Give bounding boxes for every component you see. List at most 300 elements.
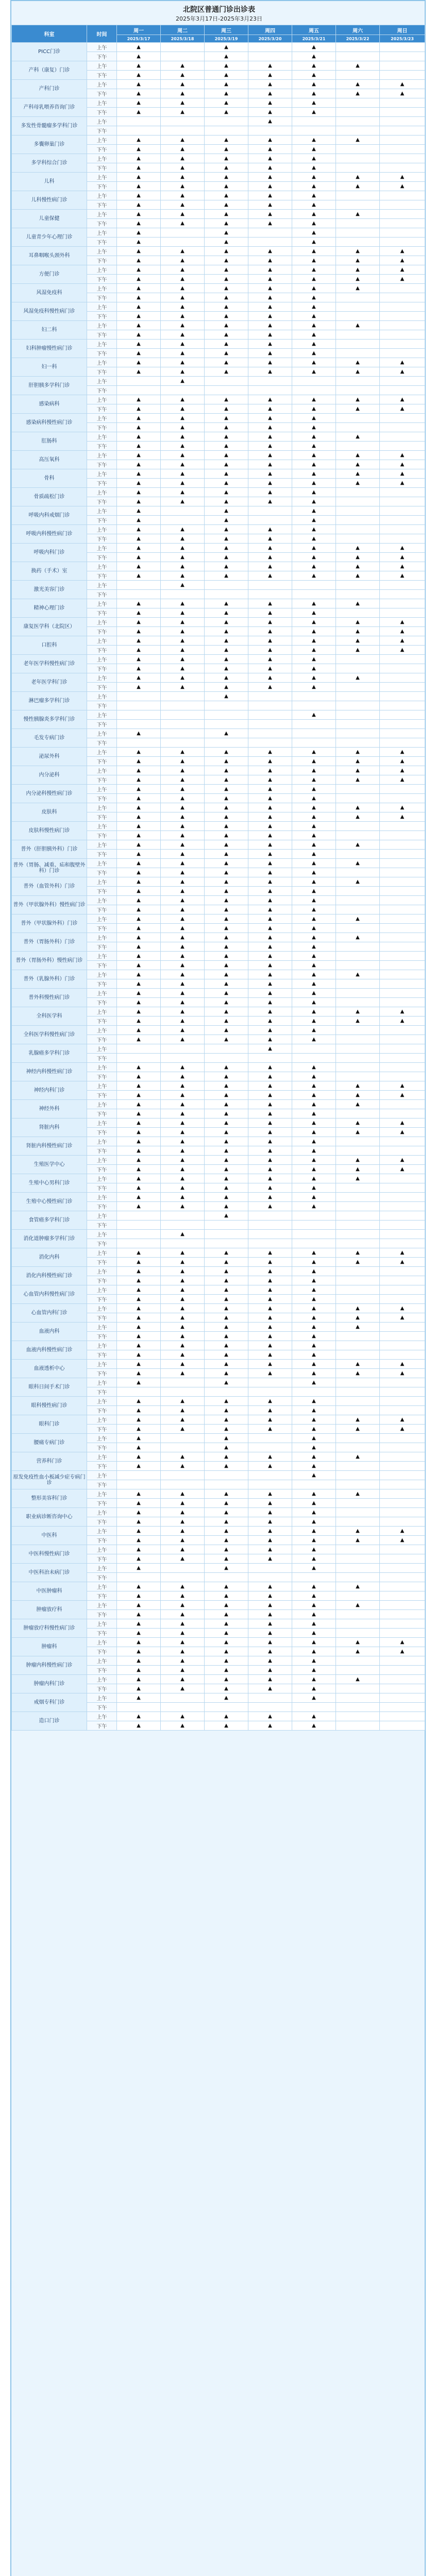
schedule-cell	[336, 646, 380, 655]
open-marker-icon: ▲	[400, 174, 405, 180]
schedule-cell	[205, 154, 248, 163]
schedule-cell	[336, 1582, 380, 1591]
open-marker-icon: ▲	[268, 1602, 272, 1608]
department-name: 康复医学科（北院区）	[12, 618, 87, 636]
time-slot-am: 上午	[87, 1248, 117, 1258]
open-marker-icon: ▲	[180, 610, 185, 616]
open-marker-icon: ▲	[137, 313, 141, 319]
open-marker-icon: ▲	[224, 1204, 228, 1209]
time-slot-am: 上午	[87, 896, 117, 905]
schedule-cell	[248, 1221, 292, 1230]
open-marker-icon: ▲	[312, 332, 316, 337]
schedule-cell	[205, 840, 248, 850]
schedule-cell	[117, 1554, 161, 1564]
schedule-cell	[248, 720, 292, 729]
department-name: 戒烟专科门诊	[12, 1693, 87, 1712]
schedule-cell	[336, 145, 380, 154]
time-slot-am: 上午	[87, 173, 117, 182]
schedule-cell	[336, 43, 380, 52]
open-marker-icon: ▲	[137, 1500, 141, 1506]
open-marker-icon: ▲	[180, 554, 185, 560]
time-slot-pm: 下午	[87, 1480, 117, 1489]
open-marker-icon: ▲	[224, 341, 228, 347]
time-slot-pm: 下午	[87, 979, 117, 989]
open-marker-icon: ▲	[312, 1139, 316, 1144]
schedule-cell	[292, 1118, 336, 1128]
schedule-cell	[248, 302, 292, 312]
open-marker-icon: ▲	[268, 1528, 272, 1534]
schedule-cell	[248, 1035, 292, 1044]
schedule-cell	[336, 432, 380, 442]
schedule-cell	[380, 1165, 425, 1174]
time-slot-pm: 下午	[87, 1054, 117, 1063]
schedule-cell	[161, 1656, 205, 1666]
schedule-cell	[248, 89, 292, 98]
schedule-cell	[205, 1462, 248, 1471]
open-marker-icon: ▲	[312, 647, 316, 653]
schedule-cell	[292, 377, 336, 386]
time-slot-am: 上午	[87, 321, 117, 330]
open-marker-icon: ▲	[180, 1454, 185, 1460]
schedule-cell	[161, 191, 205, 200]
time-slot-pm: 下午	[87, 460, 117, 469]
schedule-cell	[248, 1619, 292, 1629]
schedule-cell	[292, 1323, 336, 1332]
table-row	[12, 1341, 425, 1350]
open-marker-icon: ▲	[268, 1259, 272, 1265]
open-marker-icon: ▲	[356, 1537, 360, 1543]
open-marker-icon: ▲	[224, 953, 228, 959]
time-slot-pm: 下午	[87, 1573, 117, 1582]
open-marker-icon: ▲	[137, 499, 141, 504]
open-marker-icon: ▲	[180, 1259, 185, 1265]
open-marker-icon: ▲	[180, 1148, 185, 1154]
department-name: 生殖中心慢性病门诊	[12, 1193, 87, 1211]
schedule-cell	[205, 1443, 248, 1452]
department-name: 毛发专病门诊	[12, 729, 87, 748]
schedule-cell	[205, 1118, 248, 1128]
schedule-cell	[336, 451, 380, 460]
schedule-cell	[336, 979, 380, 989]
schedule-cell	[292, 1387, 336, 1397]
department-name: 妇一科	[12, 358, 87, 377]
schedule-cell	[248, 1044, 292, 1054]
schedule-cell	[336, 1666, 380, 1675]
schedule-cell	[336, 71, 380, 80]
schedule-cell	[292, 1035, 336, 1044]
schedule-cell	[336, 673, 380, 683]
schedule-cell	[117, 451, 161, 460]
open-marker-icon: ▲	[400, 647, 405, 653]
open-marker-icon: ▲	[224, 193, 228, 198]
schedule-cell	[292, 812, 336, 822]
schedule-cell	[380, 1387, 425, 1397]
schedule-cell	[117, 1610, 161, 1619]
schedule-cell	[336, 1165, 380, 1174]
header-row-days	[12, 25, 425, 35]
open-marker-icon: ▲	[180, 619, 185, 625]
open-marker-icon: ▲	[268, 1064, 272, 1070]
schedule-cell	[161, 1703, 205, 1712]
schedule-cell	[205, 590, 248, 599]
time-slot-am: 上午	[87, 228, 117, 238]
schedule-cell	[292, 757, 336, 766]
schedule-cell	[205, 989, 248, 998]
department-name: 皮肤科慢性病门诊	[12, 822, 87, 840]
schedule-cell	[336, 766, 380, 775]
schedule-cell	[161, 404, 205, 414]
schedule-cell	[161, 831, 205, 840]
schedule-cell	[117, 219, 161, 228]
schedule-cell	[205, 924, 248, 933]
schedule-cell	[248, 340, 292, 349]
open-marker-icon: ▲	[268, 406, 272, 412]
schedule-cell	[248, 905, 292, 914]
open-marker-icon: ▲	[224, 1250, 228, 1256]
schedule-cell	[205, 479, 248, 488]
schedule-cell	[205, 1610, 248, 1619]
table-row	[12, 284, 425, 293]
time-slot-am: 上午	[87, 877, 117, 887]
open-marker-icon: ▲	[268, 916, 272, 922]
open-marker-icon: ▲	[356, 1092, 360, 1098]
schedule-cell	[248, 757, 292, 766]
open-marker-icon: ▲	[400, 814, 405, 820]
department-name: 内分泌科慢性病门诊	[12, 785, 87, 803]
schedule-cell	[161, 1471, 205, 1480]
open-marker-icon: ▲	[312, 805, 316, 810]
time-slot-am: 上午	[87, 1341, 117, 1350]
schedule-cell	[248, 868, 292, 877]
schedule-cell	[292, 1554, 336, 1564]
schedule-cell	[248, 562, 292, 571]
time-slot-am: 上午	[87, 1508, 117, 1517]
open-marker-icon: ▲	[180, 833, 185, 838]
schedule-cell	[336, 1072, 380, 1081]
open-marker-icon: ▲	[224, 1454, 228, 1460]
open-marker-icon: ▲	[180, 1352, 185, 1358]
schedule-cell	[205, 599, 248, 608]
open-marker-icon: ▲	[137, 1306, 141, 1311]
schedule-cell	[205, 386, 248, 395]
schedule-cell	[248, 1564, 292, 1573]
schedule-cell	[117, 1712, 161, 1721]
schedule-cell	[161, 1239, 205, 1248]
schedule-cell	[336, 1536, 380, 1545]
schedule-cell	[117, 330, 161, 340]
time-slot-am: 上午	[87, 599, 117, 608]
schedule-cell	[336, 469, 380, 479]
schedule-cell	[117, 553, 161, 562]
schedule-cell	[380, 442, 425, 451]
schedule-cell	[117, 525, 161, 534]
open-marker-icon: ▲	[224, 1435, 228, 1441]
open-marker-icon: ▲	[137, 304, 141, 310]
schedule-cell	[205, 720, 248, 729]
time-slot-am: 上午	[87, 748, 117, 757]
schedule-cell	[380, 1415, 425, 1425]
schedule-cell	[117, 868, 161, 877]
open-marker-icon: ▲	[224, 248, 228, 254]
schedule-cell	[336, 729, 380, 738]
time-slot-pm: 下午	[87, 1258, 117, 1267]
table-row	[12, 1582, 425, 1591]
open-marker-icon: ▲	[137, 860, 141, 866]
time-slot-am: 上午	[87, 859, 117, 868]
schedule-cell	[161, 655, 205, 664]
time-slot-pm: 下午	[87, 200, 117, 210]
schedule-cell	[248, 1146, 292, 1156]
schedule-cell	[292, 182, 336, 191]
time-slot-am: 上午	[87, 1230, 117, 1239]
open-marker-icon: ▲	[356, 805, 360, 810]
open-marker-icon: ▲	[312, 517, 316, 523]
open-marker-icon: ▲	[268, 554, 272, 560]
schedule-cell	[292, 562, 336, 571]
schedule-cell	[161, 1332, 205, 1341]
open-marker-icon: ▲	[268, 805, 272, 810]
schedule-cell	[161, 126, 205, 135]
open-marker-icon: ▲	[137, 221, 141, 226]
schedule-cell	[205, 1656, 248, 1666]
open-marker-icon: ▲	[312, 907, 316, 912]
schedule-cell	[248, 1360, 292, 1369]
schedule-cell	[248, 710, 292, 720]
open-marker-icon: ▲	[180, 415, 185, 421]
open-marker-icon: ▲	[180, 462, 185, 467]
open-marker-icon: ▲	[312, 434, 316, 439]
schedule-cell	[117, 1146, 161, 1156]
schedule-cell	[336, 877, 380, 887]
time-slot-pm: 下午	[87, 219, 117, 228]
header-date-4: 2025/3/20	[248, 35, 292, 43]
schedule-cell	[161, 952, 205, 961]
department-name: 慢性胰腺炎多学科门诊	[12, 710, 87, 729]
schedule-cell	[248, 432, 292, 442]
time-slot-am: 上午	[87, 562, 117, 571]
schedule-cell	[380, 1703, 425, 1712]
schedule-cell	[336, 850, 380, 859]
schedule-cell	[161, 1712, 205, 1721]
open-marker-icon: ▲	[137, 258, 141, 263]
schedule-cell	[117, 1508, 161, 1517]
open-marker-icon: ▲	[180, 137, 185, 143]
schedule-cell	[248, 970, 292, 979]
schedule-cell	[336, 896, 380, 905]
schedule-cell	[248, 534, 292, 544]
open-marker-icon: ▲	[312, 536, 316, 541]
schedule-cell	[117, 284, 161, 293]
time-slot-am: 上午	[87, 1174, 117, 1183]
open-marker-icon: ▲	[356, 777, 360, 783]
open-marker-icon: ▲	[137, 1408, 141, 1413]
schedule-cell	[117, 200, 161, 210]
schedule-cell	[117, 775, 161, 785]
open-marker-icon: ▲	[137, 462, 141, 467]
schedule-cell	[292, 673, 336, 683]
schedule-cell	[161, 729, 205, 738]
schedule-cell	[292, 905, 336, 914]
schedule-cell	[292, 1610, 336, 1619]
time-slot-pm: 下午	[87, 1183, 117, 1193]
schedule-cell	[336, 1007, 380, 1016]
schedule-cell	[161, 599, 205, 608]
schedule-cell	[205, 395, 248, 404]
schedule-cell	[336, 785, 380, 794]
open-marker-icon: ▲	[180, 601, 185, 606]
schedule-cell	[205, 710, 248, 720]
schedule-cell	[336, 738, 380, 748]
open-marker-icon: ▲	[180, 944, 185, 950]
open-marker-icon: ▲	[137, 489, 141, 495]
schedule-cell	[205, 1332, 248, 1341]
schedule-cell	[205, 1545, 248, 1554]
open-marker-icon: ▲	[180, 777, 185, 783]
time-slot-pm: 下午	[87, 961, 117, 970]
schedule-cell	[380, 377, 425, 386]
open-marker-icon: ▲	[268, 1250, 272, 1256]
schedule-cell	[292, 840, 336, 850]
schedule-cell	[380, 1341, 425, 1350]
schedule-cell	[292, 766, 336, 775]
schedule-cell	[248, 1211, 292, 1221]
time-slot-am: 上午	[87, 469, 117, 479]
open-marker-icon: ▲	[356, 629, 360, 634]
open-marker-icon: ▲	[268, 879, 272, 885]
schedule-cell	[292, 859, 336, 868]
open-marker-icon: ▲	[180, 1630, 185, 1636]
open-marker-icon: ▲	[400, 276, 405, 282]
open-marker-icon: ▲	[224, 91, 228, 96]
schedule-cell	[248, 293, 292, 302]
schedule-cell	[292, 1545, 336, 1554]
time-slot-pm: 下午	[87, 52, 117, 61]
open-marker-icon: ▲	[268, 1547, 272, 1552]
time-slot-am: 上午	[87, 1081, 117, 1091]
schedule-cell	[205, 1684, 248, 1693]
schedule-cell	[336, 349, 380, 358]
schedule-cell	[336, 1434, 380, 1443]
open-marker-icon: ▲	[137, 953, 141, 959]
open-marker-icon: ▲	[268, 118, 272, 124]
schedule-cell	[161, 1684, 205, 1693]
schedule-cell	[205, 534, 248, 544]
schedule-cell	[161, 340, 205, 349]
open-marker-icon: ▲	[268, 1370, 272, 1376]
schedule-cell	[336, 1035, 380, 1044]
department-name: 激光美容门诊	[12, 581, 87, 599]
open-marker-icon: ▲	[137, 211, 141, 217]
schedule-cell	[336, 1332, 380, 1341]
schedule-cell	[248, 1072, 292, 1081]
open-marker-icon: ▲	[356, 369, 360, 375]
schedule-cell	[117, 52, 161, 61]
schedule-cell	[292, 1406, 336, 1415]
schedule-cell	[161, 1610, 205, 1619]
schedule-cell	[292, 210, 336, 219]
open-marker-icon: ▲	[356, 768, 360, 773]
open-marker-icon: ▲	[180, 582, 185, 588]
schedule-cell	[248, 1573, 292, 1582]
open-marker-icon: ▲	[400, 554, 405, 560]
open-marker-icon: ▲	[137, 1584, 141, 1589]
open-marker-icon: ▲	[356, 972, 360, 977]
open-marker-icon: ▲	[137, 1166, 141, 1172]
open-marker-icon: ▲	[137, 833, 141, 838]
open-marker-icon: ▲	[180, 1528, 185, 1534]
open-marker-icon: ▲	[356, 1315, 360, 1320]
schedule-cell	[205, 1063, 248, 1072]
time-slot-am: 上午	[87, 1601, 117, 1610]
schedule-cell	[205, 701, 248, 710]
schedule-cell	[248, 1721, 292, 1731]
open-marker-icon: ▲	[312, 1343, 316, 1348]
open-marker-icon: ▲	[137, 805, 141, 810]
schedule-cell	[205, 850, 248, 859]
schedule-cell	[248, 683, 292, 692]
open-marker-icon: ▲	[356, 137, 360, 143]
open-marker-icon: ▲	[312, 443, 316, 449]
open-marker-icon: ▲	[137, 1723, 141, 1728]
schedule-cell	[117, 1063, 161, 1072]
schedule-cell	[248, 1684, 292, 1693]
schedule-cell	[161, 1258, 205, 1267]
schedule-cell	[117, 265, 161, 275]
time-slot-pm: 下午	[87, 1610, 117, 1619]
open-marker-icon: ▲	[312, 545, 316, 551]
department-name: 精神心理门诊	[12, 599, 87, 618]
open-marker-icon: ▲	[268, 258, 272, 263]
open-marker-icon: ▲	[224, 1148, 228, 1154]
time-slot-am: 上午	[87, 692, 117, 701]
table-row	[12, 1081, 425, 1091]
schedule-cell	[161, 71, 205, 80]
open-marker-icon: ▲	[137, 1120, 141, 1126]
schedule-cell	[292, 1211, 336, 1221]
schedule-cell	[380, 163, 425, 173]
schedule-cell	[161, 1072, 205, 1081]
schedule-cell	[380, 1406, 425, 1415]
schedule-cell	[205, 126, 248, 135]
open-marker-icon: ▲	[312, 1658, 316, 1664]
schedule-cell	[292, 1276, 336, 1285]
schedule-cell	[248, 1137, 292, 1146]
open-marker-icon: ▲	[180, 1194, 185, 1200]
schedule-cell	[117, 497, 161, 506]
schedule-cell	[248, 1174, 292, 1183]
schedule-cell	[380, 1452, 425, 1462]
schedule-cell	[292, 664, 336, 673]
schedule-cell	[380, 683, 425, 692]
open-marker-icon: ▲	[400, 1649, 405, 1654]
open-marker-icon: ▲	[180, 1139, 185, 1144]
schedule-cell	[205, 432, 248, 442]
schedule-cell	[380, 710, 425, 720]
open-marker-icon: ▲	[137, 768, 141, 773]
schedule-cell	[292, 729, 336, 738]
open-marker-icon: ▲	[312, 174, 316, 180]
open-marker-icon: ▲	[268, 360, 272, 365]
schedule-cell	[380, 1174, 425, 1183]
open-marker-icon: ▲	[268, 193, 272, 198]
schedule-cell	[248, 1536, 292, 1545]
open-marker-icon: ▲	[137, 851, 141, 857]
schedule-cell	[205, 321, 248, 330]
schedule-cell	[380, 544, 425, 553]
schedule-cell	[248, 729, 292, 738]
schedule-cell	[380, 1091, 425, 1100]
open-marker-icon: ▲	[224, 1426, 228, 1432]
